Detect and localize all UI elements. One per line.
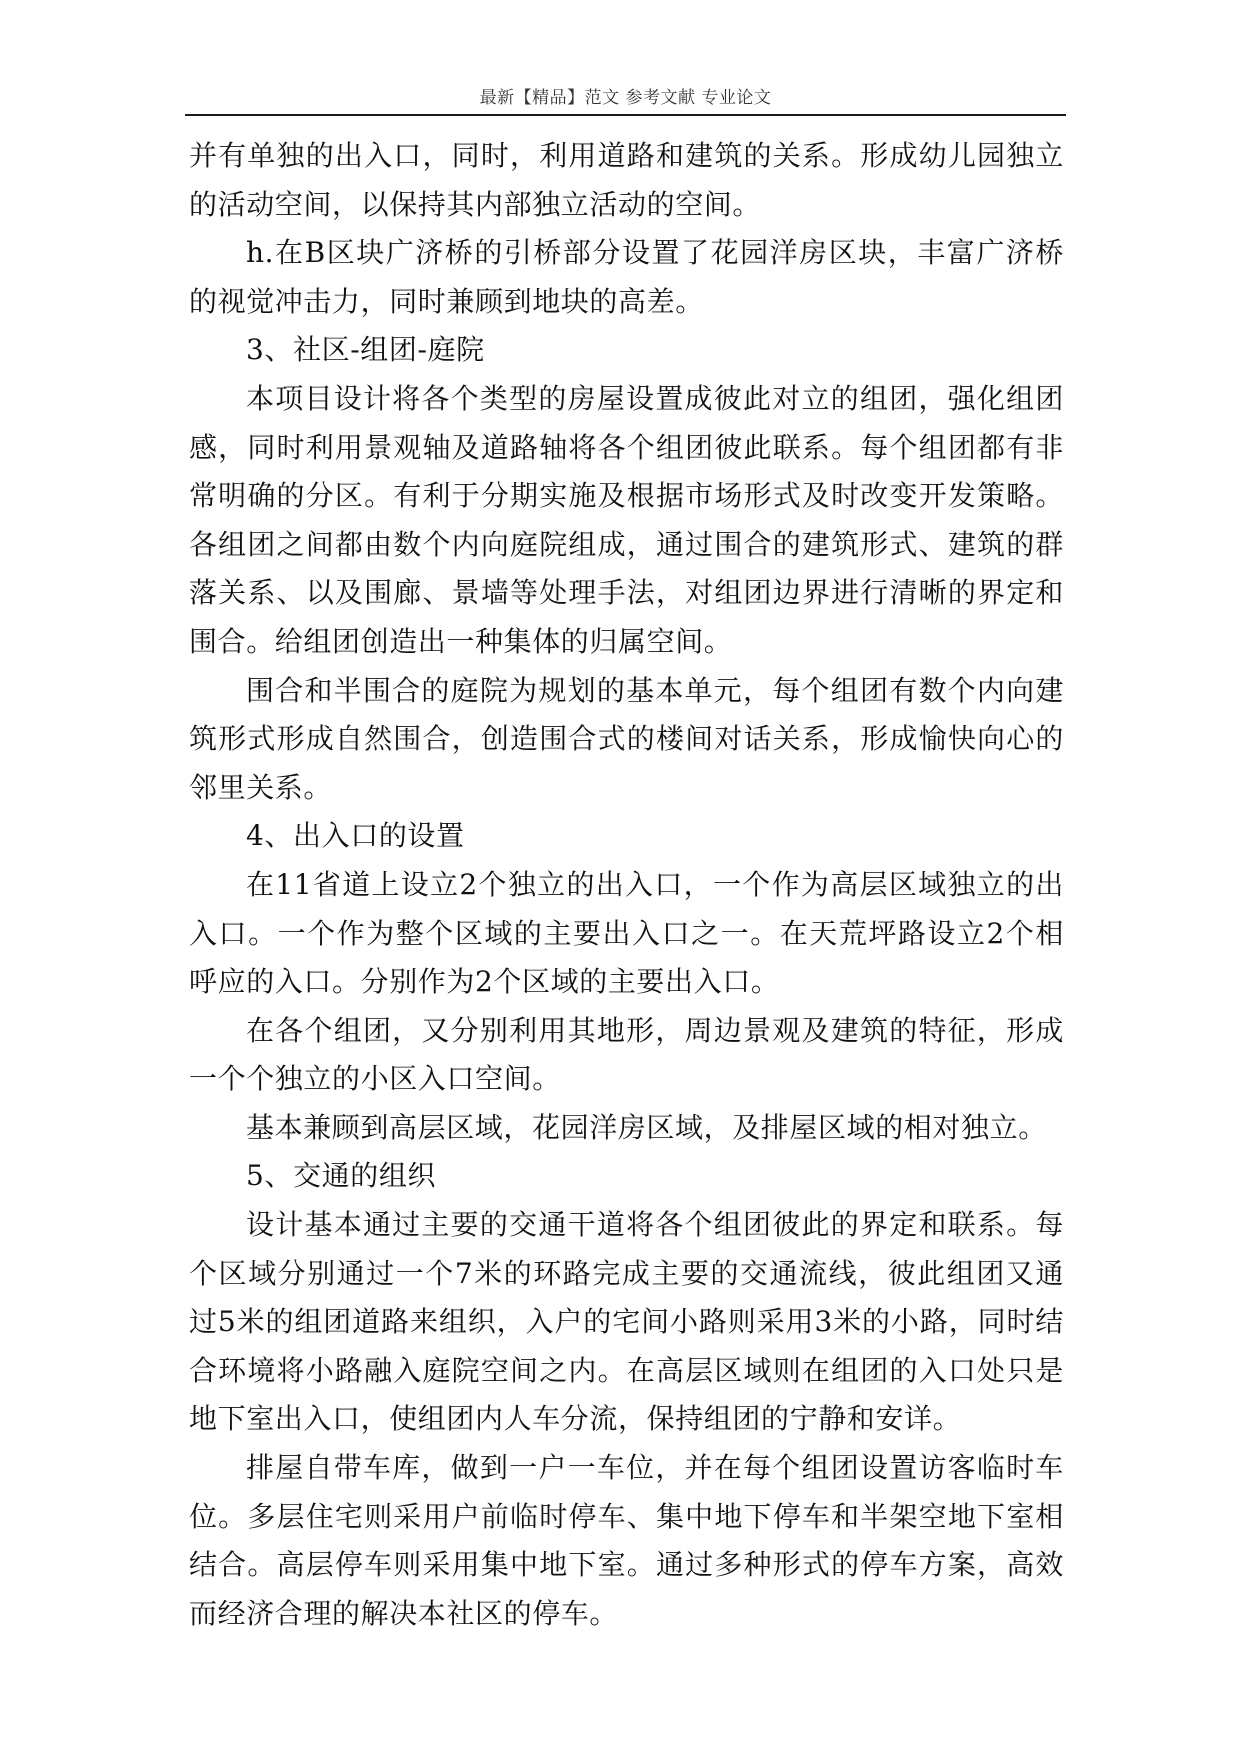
paragraph-entrances-independence: 基本兼顾到高层区域，花园洋房区域，及排屋区域的相对独立。 xyxy=(246,1110,1047,1144)
paragraph-kindergarten-continued: 并有单独的出入口，同时，利用道路和建筑的关系。形成幼儿园独立的活动空间，以保持其内部独立活动的空间。 xyxy=(189,139,1064,221)
paragraph-traffic-roads: 设计基本通过主要的交通干道将各个组团彼此的界定和联系。每个区域分别通过一个7米的环路完成主要的交通流线，彼此组团又通过5米的组团道路来组织，入户的宅间小路则采用3米的小路，同时结合环境将小路融入庭院空间之内。在高层区域则在组团的入口处只是地下室出入口，使组团内人车分流，保持组团的宁静和安详。 xyxy=(189,1208,1064,1436)
paragraph-entrances-main: 在11省道上设立2个独立的出入口，一个作为高层区域独立的出入口。一个作为整个区域的主要出入口之一。在天荒坪路设立2个相呼应的入口。分别作为2个区域的主要出入口。 xyxy=(189,867,1064,999)
header-rule xyxy=(185,114,1066,116)
running-header: 最新【精品】范文 参考文献 专业论文 xyxy=(479,88,772,108)
paragraph-clusters: 本项目设计将各个类型的房屋设置成彼此对立的组团，强化组团感，同时利用景观轴及道路轴将各个组团彼此联系。每个组团都有非常明确的分区。有利于分期实施及根据市场形式及时改变开发策略。各组团之间都由数个内向庭院组成，通过围合的建筑形式、建筑的群落关系、以及围廊、景墙等处理手法，对组团边界进行清晰的界定和围合。给组团创造出一种集体的归属空间。 xyxy=(189,381,1064,658)
paragraph-entrances-clusters: 在各个组团，又分别利用其地形，周边景观及建筑的特征，形成一个个独立的小区入口空间。 xyxy=(189,1013,1064,1096)
section-heading-traffic: 5、交通的组织 xyxy=(246,1159,437,1193)
paragraph-parking: 排屋自带车库，做到一户一车位，并在每个组团设置访客临时车位。多层住宅则采用户前临时停车、集中地下停车和半架空地下室相结合。高层停车则采用集中地下室。通过多种形式的停车方案，高效而经济合理的解决本社区的停车。 xyxy=(189,1451,1064,1630)
section-heading-community: 3、社区-组团-庭院 xyxy=(246,333,485,367)
section-heading-entrances: 4、出入口的设置 xyxy=(246,819,465,853)
body-text xyxy=(189,132,1064,1638)
paragraph-garden-houses: h.在B区块广济桥的引桥部分设置了花园洋房区块，丰富广济桥的视觉冲击力，同时兼顾到地块的高差。 xyxy=(189,236,1064,318)
paragraph-courtyards: 围合和半围合的庭院为规划的基本单元，每个组团有数个内向建筑形式形成自然围合，创造围合式的楼间对话关系，形成愉快向心的邻里关系。 xyxy=(189,673,1064,804)
